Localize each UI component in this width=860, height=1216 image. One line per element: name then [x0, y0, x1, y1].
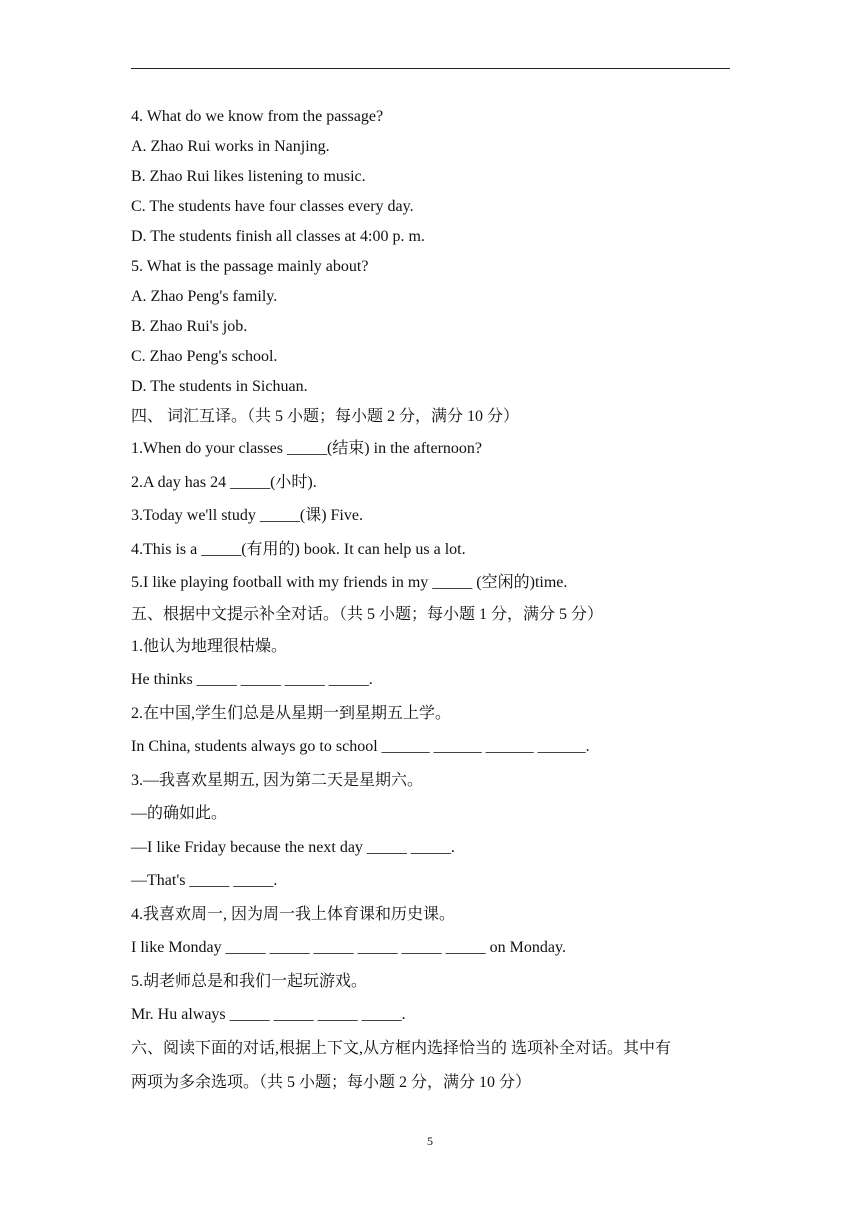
section-6-title-line-1: 六、阅读下面的对话,根据上下文,从方框内选择恰当的 选项补全对话。其中有	[131, 1039, 672, 1057]
section-5-line: 2.在中国,学生们总是从星期一到星期五上学。	[131, 704, 452, 722]
header-rule	[131, 68, 730, 69]
section-4-title: 四、 词汇互译。（共 5 小题；每小题 2 分，满分 10 分）	[131, 408, 520, 425]
section-5-line: 3.—我喜欢星期五, 因为第二天是星期六。	[131, 771, 424, 789]
section-5-line: I like Monday _____ _____ _____ _____ _____ _____ on Monday.	[131, 939, 566, 956]
section-5-line: —I like Friday because the next day _____ _____.	[131, 838, 455, 856]
section-5-line: He thinks _____ _____ _____ _____.	[131, 671, 373, 688]
section-5-line: 4.我喜欢周一, 因为周一我上体育课和历史课。	[131, 905, 456, 923]
page-content	[131, 102, 731, 1100]
q4-option-c: C. The students have four classes every day.	[131, 198, 414, 215]
q5-option-d: D. The students in Sichuan.	[131, 378, 308, 395]
section-4-item-5: 5.I like playing football with my friends in my _____ (空闲的)time.	[131, 574, 568, 591]
section-5-line: 1.他认为地理很枯燥。	[131, 637, 288, 655]
section-5-line: —的确如此。	[131, 805, 228, 822]
q4-option-d: D. The students finish all classes at 4:00 p. m.	[131, 228, 425, 245]
section-4-item-4: 4.This is a _____(有用的) book. It can help us a lot.	[131, 540, 466, 558]
section-4-item-3: 3.Today we'll study _____(课) Five.	[131, 507, 363, 524]
question-4: 4. What do we know from the passage?	[131, 108, 384, 125]
page-number: 5	[427, 1134, 433, 1148]
q5-option-c: C. Zhao Peng's school.	[131, 348, 278, 365]
q4-option-b: B. Zhao Rui likes listening to music.	[131, 168, 366, 185]
q5-option-a: A. Zhao Peng's family.	[131, 288, 278, 305]
section-5-line: Mr. Hu always _____ _____ _____ _____.	[131, 1006, 406, 1023]
q5-option-b: B. Zhao Rui's job.	[131, 318, 248, 335]
section-4-item-2: 2.A day has 24 _____(小时).	[131, 473, 317, 491]
section-5-line: —That's _____ _____.	[131, 872, 278, 889]
question-5: 5. What is the passage mainly about?	[131, 258, 369, 275]
section-6-title-line-2: 两项为多余选项。（共 5 小题；每小题 2 分，满分 10 分）	[131, 1073, 532, 1091]
section-5-line: In China, students always go to school ______ ______ ______ ______.	[131, 738, 590, 755]
q4-option-a: A. Zhao Rui works in Nanjing.	[131, 138, 330, 155]
section-4-item-1: 1.When do your classes _____(结束) in the afternoon?	[131, 440, 483, 457]
section-5-title: 五、根据中文提示补全对话。（共 5 小题；每小题 1 分，满分 5 分）	[131, 605, 604, 623]
section-5-line: 5.胡老师总是和我们一起玩游戏。	[131, 972, 368, 990]
